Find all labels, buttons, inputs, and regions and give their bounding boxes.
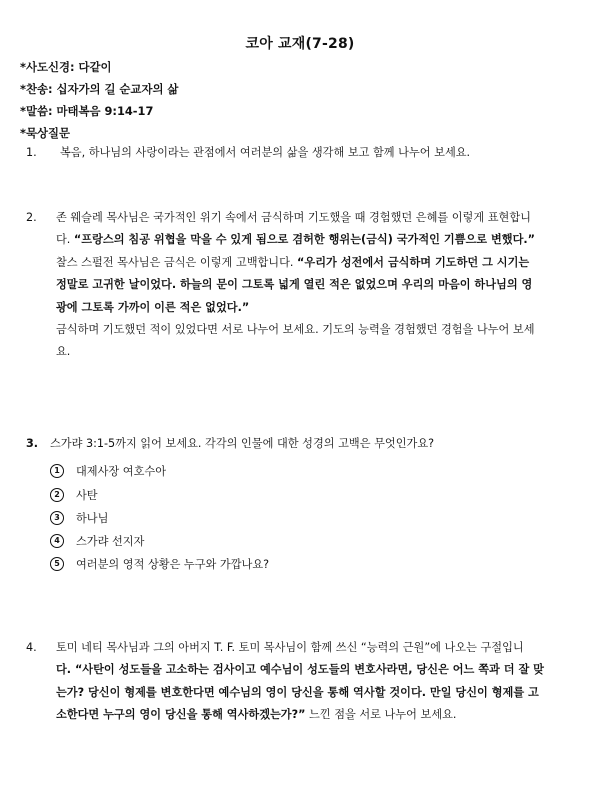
circled-number-2: 2 <box>50 488 64 502</box>
option-item: 1 대제사장 여호수아 <box>50 463 166 479</box>
question-number: 3. <box>26 437 39 450</box>
option-item: 2 사탄 <box>50 487 98 503</box>
question-number: 2. <box>26 211 37 224</box>
circled-number-5: 5 <box>50 557 64 571</box>
circled-number-4: 4 <box>50 534 64 548</box>
quote-emphasis: “우리가 성전에서 금식하며 기도하던 그 시기는 <box>297 255 530 269</box>
option-item: 4 스가랴 선지자 <box>50 533 144 549</box>
option-item: 3 하나님 <box>50 510 108 526</box>
creed-line: *사도신경: 다같이 <box>20 60 112 74</box>
question-line: 존 웨슬레 목사님은 국가적인 위기 속에서 금식하며 기도했을 때 경험했던 은혜를 이렇게 표현합니 <box>56 211 531 224</box>
question-line: 는가? 당신이 형제를 변호한다면 예수님의 영이 당신을 통해 역사할 것이다. 만일 당신이 형제를 고 <box>56 685 539 699</box>
page-title: 코아 교재(7-28) <box>245 36 355 52</box>
question-line: 토미 네티 목사님과 그의 아버지 T. F. 토미 목사님이 함께 쓰신 “능력의 근원”에 나오는 구절입니 <box>56 641 524 654</box>
question-line: 다. “사탄이 성도들을 고소하는 검사이고 예수님이 성도들의 변호사라면, 당신은 어느 쪽과 더 잘 맞 <box>56 663 544 677</box>
question-number: 4. <box>26 641 37 654</box>
question-line: 요. <box>56 345 71 359</box>
circled-number-1: 1 <box>50 464 64 478</box>
question-line: 금식하며 기도했던 적이 있었다면 서로 나누어 보세요. 기도의 능력을 경험했던 경험을 나누어 보세 <box>56 323 535 337</box>
circled-number-3: 3 <box>50 511 64 525</box>
question-line: 광에 그토록 가까이 이른 적은 없었다.” <box>56 300 250 314</box>
question-1 <box>26 142 586 164</box>
question-line: 찰스 스펄전 목사님은 금식은 이렇게 고백합니다. “우리가 성전에서 금식하며 기도하던 그 시기는 <box>56 255 530 269</box>
question-4 <box>26 637 582 727</box>
question-2 <box>26 207 582 364</box>
scripture-line: *말씀: 마태복음 9:14-17 <box>20 104 154 118</box>
hymn-line: *찬송: 십자가의 길 순교자의 삶 <box>20 82 179 96</box>
questions-heading: *묵상질문 <box>20 126 70 140</box>
question-3 <box>26 433 576 455</box>
question-text: 복음, 하나님의 사랑이라는 관점에서 여러분의 삶을 생각해 보고 함께 나누어 보세요. <box>60 146 471 159</box>
question-line: 정말로 고귀한 날이었다. 하늘의 문이 그토록 넓게 열린 적은 없었으며 우리의 마음이 하나님의 영 <box>56 278 533 292</box>
question-number: 1. <box>26 146 37 159</box>
quote-emphasis: “프랑스의 침공 위협을 막을 수 있게 됨으로 겸허한 행위는(금식) 국가적인 기쁨으로 변했다.” <box>73 233 536 247</box>
question-text: 스가랴 3:1-5까지 읽어 보세요. 각각의 인물에 대한 성경의 고백은 무엇인가요? <box>50 437 435 450</box>
question-line: 소한다면 누구의 영이 당신을 통해 역사하겠는가?” 느낀 점을 서로 나누어 보세요. <box>56 708 457 722</box>
question-line: 다. “프랑스의 침공 위협을 막을 수 있게 됨으로 겸허한 행위는(금식) 국가적인 기쁨으로 변했다.” <box>56 233 536 247</box>
option-item: 5 여러분의 영적 상황은 누구와 가깝나요? <box>50 556 269 572</box>
